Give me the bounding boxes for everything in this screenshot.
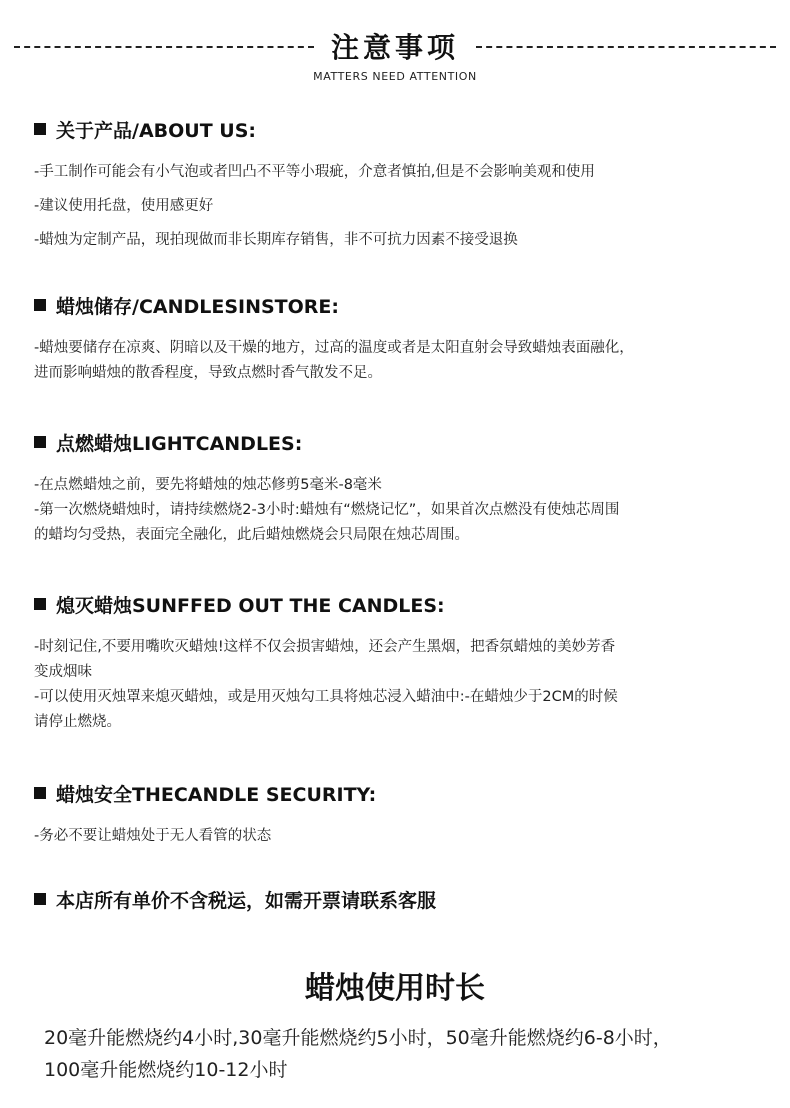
body-line: 进而影响蜡烛的散香程度，导致点燃时香气散发不足。 [34,365,382,381]
body-line: -可以使用灭烛罩来熄灭蜡烛，或是用灭烛勾工具将烛芯浸入蜡油中:-在蜡烛少于2CM的时候 [34,689,618,705]
bullet-square-icon [34,299,46,311]
bullet-square-icon [34,123,46,135]
section-snuff-candles [34,591,764,735]
body-line: 变成烟味 [34,664,92,680]
body-line: 请停止燃烧。 [34,714,121,730]
section-candle-security [34,780,764,849]
page-subtitle: MATTERS NEED ATTENTION [313,70,477,83]
body-line: -建议使用托盘，使用感更好 [34,198,214,214]
section-heading [34,780,764,806]
section-heading [34,116,764,142]
section-body [34,473,764,548]
body-line: -蜡烛为定制产品，现拍现做而非长期库存销售，非不可抗力因素不接受退换 [34,232,518,248]
bullet-square-icon [34,787,46,799]
section-pricing-note [34,886,764,912]
section-heading-text: 点燃蜡烛LIGHTCANDLES: [56,432,303,455]
section-heading [34,292,764,318]
page-header [0,22,790,92]
usage-line: 20毫升能燃烧约4小时,30毫升能燃烧约5小时，50毫升能燃烧约6-8小时， [44,1027,672,1049]
section-body [34,824,764,849]
body-line: -手工制作可能会有小气泡或者凹凸不平等小瑕疵，介意者慎拍,但是不会影响美观和使用 [34,164,595,180]
section-heading-text: 本店所有单价不含税运，如需开票请联系客服 [56,889,437,912]
section-light-candles [34,429,764,548]
body-line: -务必不要让蜡烛处于无人看管的状态 [34,828,272,844]
section-heading [34,886,764,912]
section-body [34,160,764,253]
usage-line: 100毫升能燃烧约10-12小时 [44,1059,288,1081]
bullet-square-icon [34,893,46,905]
page-title: 注意事项 [330,31,459,64]
section-body [34,635,764,735]
bullet-square-icon [34,598,46,610]
section-heading-text: 蜡烛安全THECANDLE SECURITY: [56,783,377,806]
section-body [34,336,764,386]
body-line: -蜡烛要储存在凉爽、阴暗以及干燥的地方，过高的温度或者是太阳直射会导致蜡烛表面融化， [34,340,634,356]
body-line: -在点燃蜡烛之前，要先将蜡烛的烛芯修剪5毫米-8毫米 [34,477,382,493]
dashed-divider-right [476,46,776,48]
usage-description [44,1022,764,1086]
body-line: -第一次燃烧蜡烛时，请持续燃烧2-3小时:蜡烛有“燃烧记忆”，如果首次点燃没有使烛芯周围 [34,502,620,518]
section-about-us [34,116,764,262]
usage-title: 蜡烛使用时长 [305,971,485,1006]
section-candle-storage [34,292,764,386]
body-line: 的蜡均匀受热，表面完全融化，此后蜡烛燃烧会只局限在烛芯周围。 [34,527,469,543]
section-heading [34,591,764,617]
section-heading-text: 熄灭蜡烛SUNFFED OUT THE CANDLES: [56,594,445,617]
section-heading-text: 关于产品/ABOUT US: [56,119,256,142]
section-heading [34,429,764,455]
body-line: -时刻记住,不要用嘴吹灭蜡烛!这样不仅会损害蜡烛，还会产生黑烟，把香氛蜡烛的美妙芳香 [34,639,616,655]
bullet-square-icon [34,436,46,448]
section-heading-text: 蜡烛储存/CANDLESINSTORE: [56,295,340,318]
